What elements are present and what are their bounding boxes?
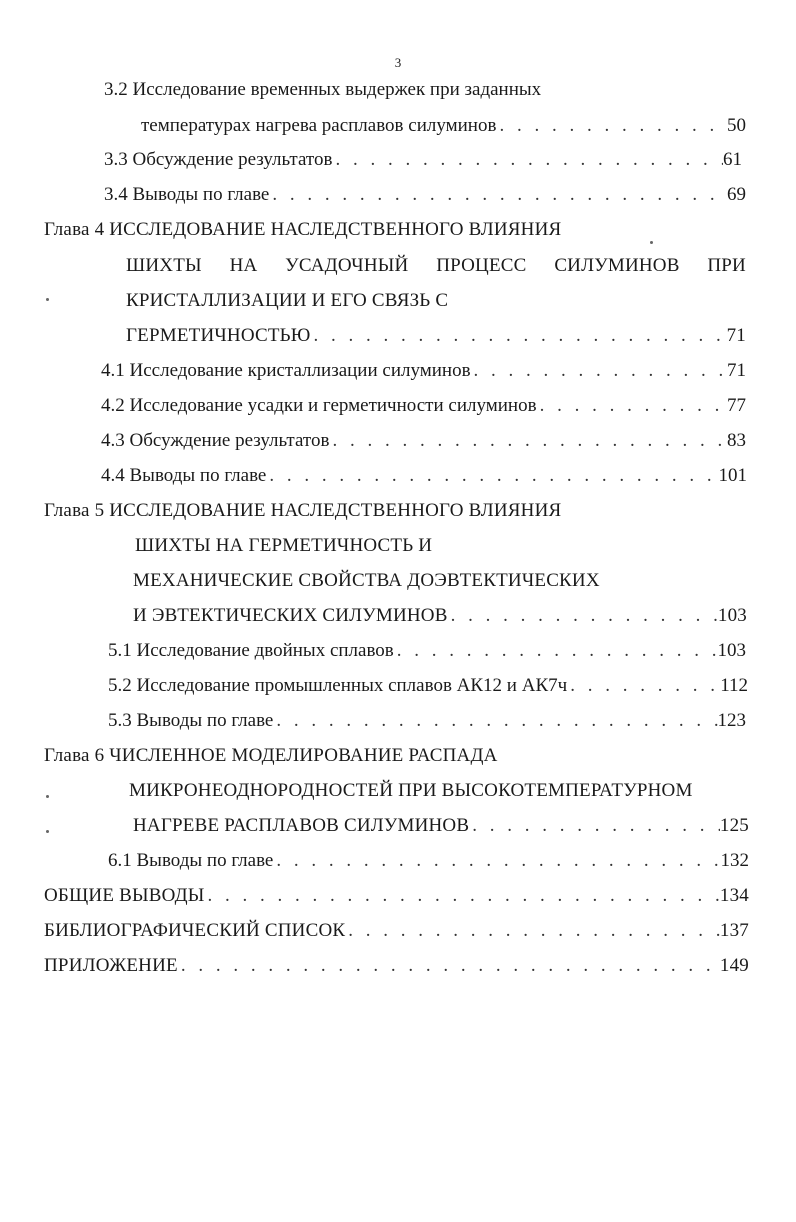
dot-leader [537, 394, 727, 418]
scan-speck [650, 241, 653, 244]
toc-entry-4-3[interactable]: 4.3 Обсуждение результатов . . . 83 [101, 429, 746, 453]
page-ref: 103 [717, 640, 746, 661]
page-ref: 61 [723, 149, 742, 170]
dot-leader [345, 919, 720, 943]
toc-entry-3-2-line1: 3.2 Исследование временных выдержек при заданных [104, 79, 542, 100]
page-ref: 132 [720, 850, 749, 871]
page-ref: 71 [727, 360, 746, 381]
dot-leader [567, 674, 720, 698]
toc-entry-3-3[interactable]: 3.3 Обсуждение результатов . . . 61 [104, 148, 742, 172]
scan-speck [46, 298, 49, 301]
chapter-4-title-line1: Глава 4 ИССЛЕДОВАНИЕ НАСЛЕДСТВЕННОГО ВЛИЯНИЯ [44, 219, 562, 240]
toc-entry-3-2[interactable]: температурах нагрева расплавов силуминов . . . 50 [141, 114, 746, 138]
page-ref: 123 [717, 710, 746, 731]
dot-leader [273, 709, 717, 733]
toc-entry-chapter-5[interactable]: И ЭВТЕКТИЧЕСКИХ СИЛУМИНОВ . . . 103 [133, 604, 747, 628]
scan-speck [46, 795, 49, 798]
dot-leader [448, 604, 718, 628]
toc-entry-4-2[interactable]: 4.2 Исследование усадки и герметичности силуминов . . . 77 [101, 394, 746, 418]
page-ref: 101 [718, 465, 747, 486]
dot-leader [471, 359, 727, 383]
toc-entry-conclusions[interactable]: ОБЩИЕ ВЫВОДЫ . . . 134 [44, 884, 749, 908]
toc-entry-chapter-6[interactable]: НАГРЕВЕ РАСПЛАВОВ СИЛУМИНОВ . . . 125 [133, 814, 749, 838]
dot-leader [266, 464, 718, 488]
page-ref: 69 [727, 184, 746, 205]
chapter-5-title-line1: Глава 5 ИССЛЕДОВАНИЕ НАСЛЕДСТВЕННОГО ВЛИЯНИЯ [44, 500, 562, 521]
page-ref: 77 [727, 395, 746, 416]
chapter-6-title-line2: МИКРОНЕОДНОРОДНОСТЕЙ ПРИ ВЫСОКОТЕМПЕРАТУРНОМ [129, 780, 693, 801]
toc-entry-4-1[interactable]: 4.1 Исследование кристаллизации силуминов . . . 71 [101, 359, 746, 383]
toc-entry-appendix[interactable]: ПРИЛОЖЕНИЕ . . . 149 [44, 954, 749, 978]
page-ref: 137 [719, 920, 749, 941]
chapter-5-title-line2: ШИХТЫ НА ГЕРМЕТИЧНОСТЬ И [135, 535, 433, 556]
toc-entry-4-4[interactable]: 4.4 Выводы по главе . . . 101 [101, 464, 747, 488]
page-ref: 134 [719, 885, 749, 906]
dot-leader [273, 849, 720, 873]
page-number: 3 [394, 55, 402, 70]
dot-leader [469, 814, 720, 838]
page-ref: 125 [719, 815, 749, 836]
dot-leader [394, 639, 718, 663]
scan-speck [46, 830, 49, 833]
chapter-6-title-line1: Глава 6 ЧИСЛЕННОЕ МОДЕЛИРОВАНИЕ РАСПАДА [44, 745, 498, 766]
dot-leader [205, 884, 720, 908]
dot-leader [269, 183, 727, 207]
chapter-5-title-line3: МЕХАНИЧЕСКИЕ СВОЙСТВА ДОЭВТЕКТИЧЕСКИХ [133, 570, 600, 591]
page-ref: 83 [727, 430, 746, 451]
dot-leader [178, 954, 720, 978]
page-ref: 149 [719, 955, 749, 976]
toc-entry-5-3[interactable]: 5.3 Выводы по главе . . . 123 [108, 709, 746, 733]
page-ref: 103 [717, 605, 747, 626]
toc-entry-bibliography[interactable]: БИБЛИОГРАФИЧЕСКИЙ СПИСОК . . . 137 [44, 919, 749, 943]
dot-leader [332, 148, 723, 172]
toc-entry-chapter-4[interactable]: ГЕРМЕТИЧНОСТЬЮ . . . 71 [126, 324, 746, 348]
chapter-4-title-line2: ШИХТЫ НА УСАДОЧНЫЙ ПРОЦЕСС СИЛУМИНОВ ПРИ [126, 255, 746, 276]
dot-leader [496, 114, 727, 138]
toc-entry-6-1[interactable]: 6.1 Выводы по главе . . . 132 [108, 849, 749, 873]
toc-entry-3-4[interactable]: 3.4 Выводы по главе . . . 69 [104, 183, 746, 207]
toc-entry-5-1[interactable]: 5.1 Исследование двойных сплавов . . . 103 [108, 639, 746, 663]
page-ref: 112 [720, 675, 748, 696]
dot-leader [311, 324, 727, 348]
chapter-4-title-line3: КРИСТАЛЛИЗАЦИИ И ЕГО СВЯЗЬ С [126, 290, 449, 311]
dot-leader [329, 429, 727, 453]
page-ref: 50 [727, 115, 746, 136]
toc-entry-5-2[interactable]: 5.2 Исследование промышленных сплавов АК12 и АК7ч . . . 112 [108, 674, 748, 698]
page-ref: 71 [726, 325, 746, 346]
